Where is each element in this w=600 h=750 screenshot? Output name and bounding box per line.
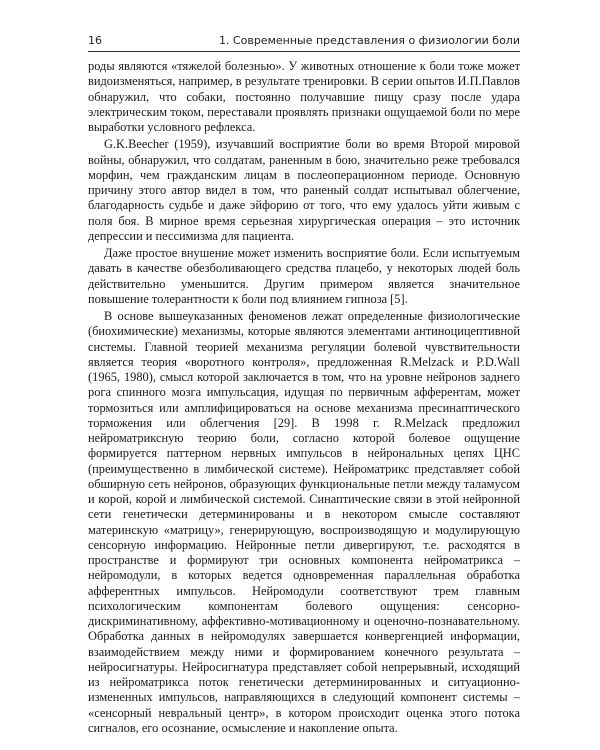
paragraph-4: В основе вышеуказанных феноменов лежат определенные физиологические (биохимические) механизмы, которые являются элементами антиноцицептивной системы. Главной теорией механизма регуляции болевой чувствительности является теория «воротного контроля», предложенная R.Melzack и P.D.Wall (1965, 1980), смысл которой заключается в том, что на уровне нейронов заднего рога спинного мозга импульсация, идущая по первичным афферентам, может тормозиться или амплифицироваться на основе механизма пресинаптического торможения или облегчения [29]. В 1998 г. R.Melzack предложил нейроматриксную теорию боли, согласно которой болевое ощущение формируется паттерном нервных импульсов в нейрональных цепях ЦНС (преимущественно в лимбической системе). Нейроматрикс представляет собой обширную сеть нейронов, образующих функциональные петли между таламусом и корой, корой и лимбической системой. Синаптические связи в этой нейронной сети генетически детерминированы и в некотором смысле составляют материнскую «матрицу», генерирующую, воспроизводящую и модулирующую сенсорную информацию. Нейронные петли дивергируют, т.е. расходятся в пространстве и формируют три основных компонента нейроматрикса – нейромодули, в которых ведется одновременная параллельная обработка афферентных импульсов. Нейромодули соответствуют трем главным психологическим компонентам болевого ощущения: сенсорно-дискриминативному, аффективно-мотивационному и оценочно-познавательному. Обработка данных в нейромодулях завершается конвергенцией информации, взаимодействием между ними и формированием конечного результата – нейросигнатуры. Нейросигнатура представляет собой непрерывный, исходящий из нейроматрикса поток генетически детерминированных и ситуационно-измененных импульсов, направляющихся в следующий компонент системы – «сенсорный невральный центр», в котором происходит оценка этого потока сигналов, его осознание, осмысление и накопление опыта.: [88, 309, 520, 735]
paragraph-1: роды являются «тяжелой болезнью». У животных отношение к боли тоже может видоизменяться, например, в результате тренировки. В серии опытов И.П.Павлов обнаружил, что собаки, постоянно получавшие пищу сразу после удара электрическим током, переставали проявлять признаки ощущаемой боли по мере выработки условного рефлекса.: [88, 59, 520, 134]
page-body: [88, 59, 520, 738]
paragraph-3: Даже простое внушение может изменить восприятие боли. Если испытуемым давать в качестве обезболивающего средства плацебо, у некоторых людей боль действительно уменьшится. Другим примером является значительное повышение толерантности к боли под влиянием гипноза [5].: [88, 246, 520, 306]
paragraph-2: G.K.Beecher (1959), изучавший восприятие боли во время Второй мировой войны, обнаружил, что солдатам, раненным в бою, значительно реже требовался морфин, чем гражданским лицам в послеоперационном периоде. Основную причину этого автор видел в том, что раненый солдат испытывал облегчение, благодарность судьбе и даже эйфорию от того, что ему удалось уйти живым с поля боя. В мирное время серьезная хирургическая операция – это источник депрессии и пессимизма для пациента.: [88, 137, 520, 243]
page-number: 16: [88, 34, 102, 47]
header-rule: [88, 51, 520, 52]
chapter-title: 1. Современные представления о физиологии боли: [218, 34, 520, 47]
